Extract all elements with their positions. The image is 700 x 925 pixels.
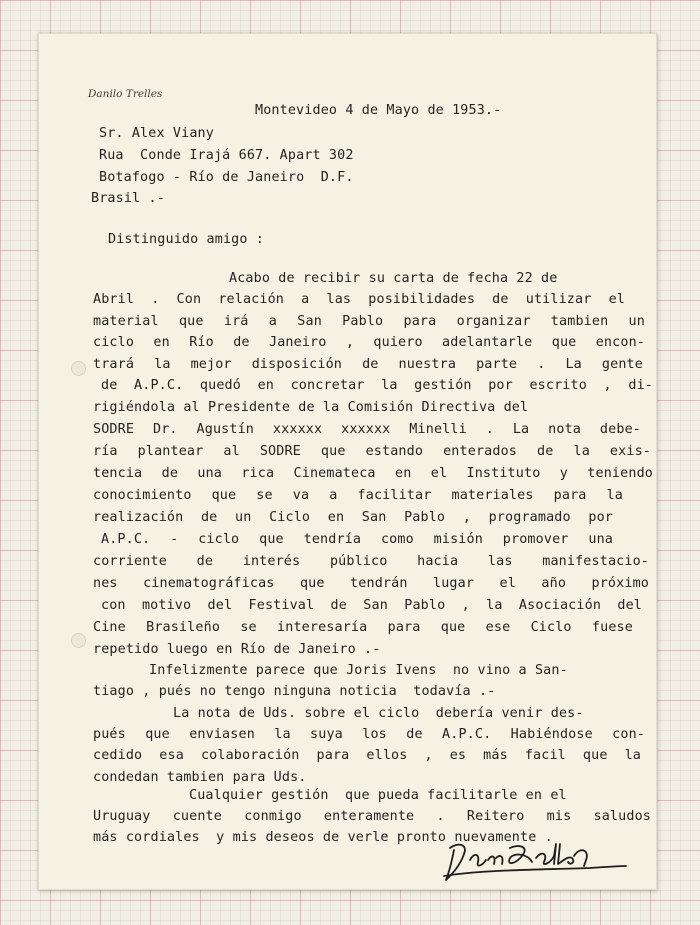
body-line: material que irá a San Pablo para organizar tambien un: [93, 314, 645, 329]
body-line: nes cinematográficas que tendrán lugar el año próximo: [93, 576, 649, 591]
recipient-line: Rua Conde Irajá 667. Apart 302: [99, 148, 354, 163]
body-line: A.P.C. - ciclo que tendría como misión promover una: [101, 532, 613, 547]
recipient-line: Botafogo - Río de Janeiro D.F.: [99, 170, 354, 185]
body-line: cedido esa colaboración para ellos , es más facil que la: [93, 748, 641, 763]
body-line: Acabo de recibir su carta de fecha 22 de: [229, 271, 558, 286]
punch-hole: [71, 633, 86, 648]
body-line: Infelizmente parece que Joris Ivens no vino a San-: [149, 663, 568, 678]
body-line: realización de un Ciclo en San Pablo , programado por: [93, 510, 613, 525]
recipient-line: Sr. Alex Viany: [99, 126, 214, 141]
body-line: rigiéndola al Presidente de la Comisión Directiva del: [93, 400, 529, 415]
body-line: con motivo del Festival de San Pablo , la Asociación del: [101, 598, 642, 613]
body-line: repetido luego en Río de Janeiro .-: [93, 642, 381, 657]
body-line: Cualquier gestión que pueda facilitarle en el: [189, 788, 567, 803]
letterhead-name: Danilo Trelles: [88, 88, 163, 100]
body-line: trará la mejor disposición de nuestra parte . La gente: [93, 357, 643, 372]
body-line: condedan tambien para Uds.: [93, 770, 307, 785]
body-line: pués que enviasen la suya los de A.P.C. Habiéndose con-: [93, 727, 645, 742]
body-line: más cordiales y mis deseos de verle pronto nuevamente .: [93, 830, 553, 845]
body-line: de A.P.C. quedó en concretar la gestión por escrito , di-: [101, 378, 653, 393]
body-line: Uruguay cuente conmigo enteramente . Reitero mis saludos: [93, 809, 651, 824]
handwritten-signature: [440, 836, 630, 888]
body-line: SODRE Dr. Agustín xxxxxx xxxxxx Minelli . La nota debe-: [93, 422, 641, 437]
body-line: Abril . Con relación a las posibilidades de utilizar el: [93, 292, 625, 307]
body-line: La nota de Uds. sobre el ciclo debería venir des-: [173, 706, 584, 721]
body-line: Cine Brasileño se interesaría para que ese Ciclo fuese: [93, 620, 633, 635]
body-line: conocimiento que se va a facilitar materiales para la: [93, 488, 623, 503]
body-line: ciclo en Río de Janeiro , quiero adelantarle que encon-: [93, 335, 645, 350]
salutation: Distinguido amigo :: [108, 232, 265, 247]
body-line: tencia de una rica Cinemateca en el Instituto y teniendo: [93, 466, 653, 481]
body-line: ría plantear al SODRE que estando enterados de la exis-: [93, 444, 651, 459]
date-line: Montevideo 4 de Mayo de 1953.-: [255, 103, 502, 118]
punch-hole: [71, 361, 86, 376]
body-line: corriente de interés público hacia las manifestacio-: [93, 554, 649, 569]
recipient-line: Brasil .-: [91, 191, 165, 206]
body-line: tiago , pués no tengo ninguna noticia todavía .-: [93, 684, 496, 699]
